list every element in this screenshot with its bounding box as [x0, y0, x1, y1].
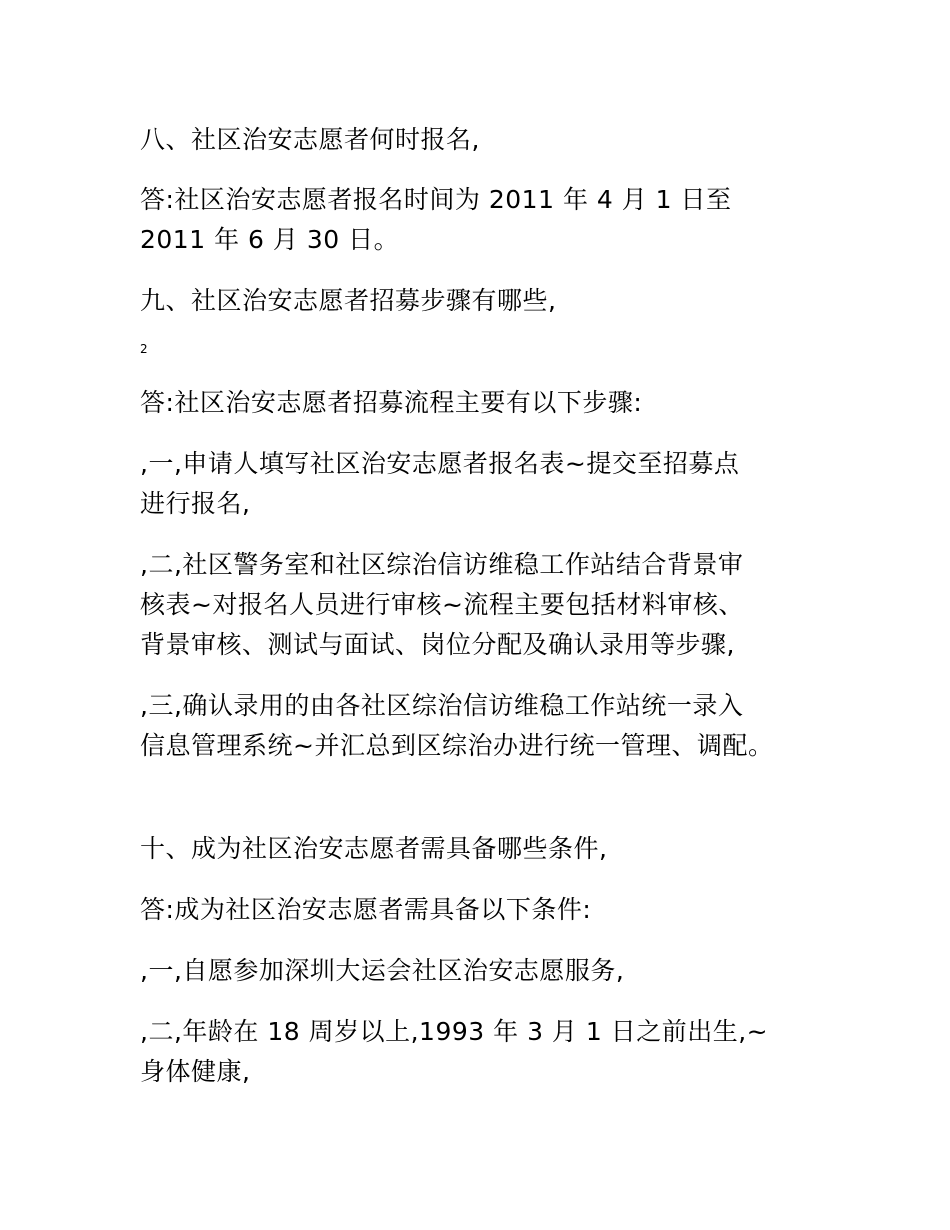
question-8-heading: 八、社区治安志愿者何时报名,: [140, 125, 480, 154]
answer-10-intro: 答:成为社区治安志愿者需具备以下条件:: [140, 895, 592, 924]
step-1-line-1: ,一,申请人填写社区治安志愿者报名表~提交至招募点: [140, 449, 740, 478]
answer-8-line-2: 2011 年 6 月 30 日。: [140, 225, 400, 254]
step-3-line-1: ,三,确认录用的由各社区综治信访维稳工作站统一录入: [140, 691, 744, 720]
answer-9-intro: 答:社区治安志愿者招募流程主要有以下步骤:: [140, 388, 643, 417]
answer-8-line-1: 答:社区治安志愿者报名时间为 2011 年 4 月 1 日至: [140, 185, 732, 214]
step-2-line-3: 背景审核、测试与面试、岗位分配及确认录用等步骤,: [140, 630, 735, 659]
step-3-line-2: 信息管理系统~并汇总到区综治办进行统一管理、调配。: [140, 731, 774, 760]
condition-1: ,一,自愿参加深圳大运会社区治安志愿服务,: [140, 956, 625, 985]
step-2-line-1: ,二,社区警务室和社区综治信访维稳工作站结合背景审: [140, 550, 744, 579]
condition-2-line-1: ,二,年龄在 18 周岁以上,1993 年 3 月 1 日之前出生,~: [140, 1017, 769, 1046]
step-1-line-2: 进行报名,: [140, 489, 251, 518]
question-10-heading: 十、成为社区治安志愿者需具备哪些条件,: [140, 834, 608, 863]
page-number: 2: [140, 342, 148, 356]
condition-2-line-2: 身体健康,: [140, 1057, 251, 1086]
question-9-heading: 九、社区治安志愿者招募步骤有哪些,: [140, 286, 557, 315]
step-2-line-2: 核表~对报名人员进行审核~流程主要包括材料审核、: [140, 590, 744, 619]
